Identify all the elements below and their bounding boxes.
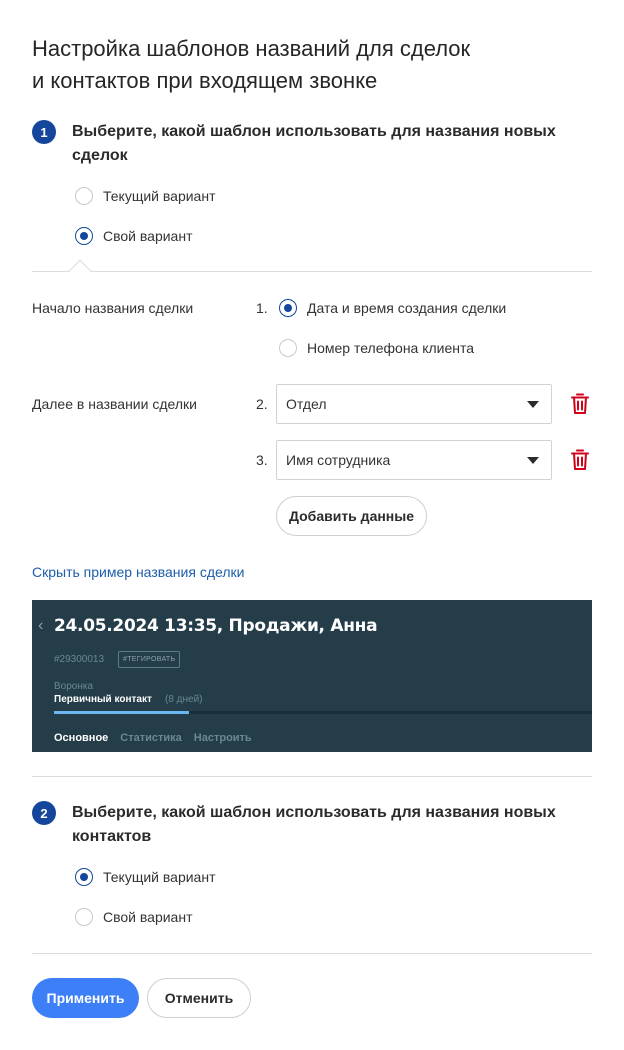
- select-value: Отдел: [286, 396, 327, 412]
- preview-stage-progress: [54, 711, 592, 714]
- radio-button-checked[interactable]: [279, 299, 297, 317]
- section-divider: [32, 776, 592, 777]
- preview-stage-days: (8 дней): [165, 694, 203, 705]
- preview-tabs: [54, 732, 252, 744]
- contact-template-current-option[interactable]: [75, 868, 216, 886]
- trash-icon[interactable]: [570, 449, 590, 471]
- page-title-line-1: Настройка шаблонов названий для сделок: [32, 36, 471, 61]
- select-value: Имя сотрудника: [286, 452, 391, 468]
- row-index-3: 3.: [256, 452, 268, 468]
- preview-deal-id: #29300013: [54, 654, 105, 665]
- radio-label: Свой вариант: [103, 228, 193, 244]
- preview-tab-stats: Статистика: [120, 732, 182, 744]
- employee-name-select[interactable]: [276, 440, 552, 480]
- cancel-button[interactable]: Отменить: [147, 978, 251, 1018]
- contact-template-custom-option[interactable]: [75, 908, 193, 926]
- preview-deal-title: 24.05.2024 13:35, Продажи, Анна: [54, 616, 378, 636]
- step-1-title: Выберите, какой шаблон использовать для названия новых сделок: [72, 123, 556, 164]
- preview-pipeline-label: Воронка: [54, 681, 94, 692]
- row-index-1: 1.: [256, 300, 268, 316]
- deal-template-custom-option[interactable]: [75, 227, 193, 245]
- apply-button[interactable]: Применить: [32, 978, 139, 1018]
- add-data-button[interactable]: Добавить данные: [276, 496, 427, 536]
- back-chevron-icon: ‹: [38, 617, 44, 634]
- caret-down-icon: [527, 401, 539, 408]
- step-2-badge: 2: [32, 801, 56, 825]
- progress-fill: [54, 711, 189, 714]
- hide-example-link[interactable]: Скрыть пример названия сделки: [32, 564, 245, 580]
- trash-icon[interactable]: [570, 393, 590, 415]
- step-2-title: Выберите, какой шаблон использовать для названия новых контактов: [72, 804, 556, 845]
- preview-stage: Первичный контакт: [54, 694, 152, 705]
- deal-name-start-label: Начало названия сделки: [32, 300, 194, 316]
- deal-name-next-label: Далее в названии сделки: [32, 396, 197, 412]
- radio-button[interactable]: [279, 339, 297, 357]
- radio-button[interactable]: [75, 908, 93, 926]
- page-title-line-2: и контактов при входящем звонке: [32, 68, 378, 93]
- radio-label: Свой вариант: [103, 909, 193, 925]
- department-select[interactable]: [276, 384, 552, 424]
- page-title: [32, 33, 592, 97]
- caret-down-icon: [527, 457, 539, 464]
- deal-name-preview: [32, 600, 592, 752]
- radio-label: Дата и время создания сделки: [307, 300, 507, 316]
- radio-label: Текущий вариант: [103, 869, 216, 885]
- preview-tag-badge: #ТЕГИРОВАТЬ: [118, 651, 180, 668]
- deal-template-current-option[interactable]: [75, 187, 216, 205]
- start-option-phone[interactable]: [279, 339, 474, 357]
- radio-label: Текущий вариант: [103, 188, 216, 204]
- radio-label: Номер телефона клиента: [307, 340, 475, 356]
- step-1-badge: 1: [32, 120, 56, 144]
- row-index-2: 2.: [256, 396, 268, 412]
- preview-tab-settings: Настроить: [193, 732, 252, 744]
- divider-pointer: [69, 260, 92, 283]
- start-option-datetime[interactable]: [279, 299, 506, 317]
- radio-button-checked[interactable]: [75, 227, 93, 245]
- section-divider: [32, 953, 592, 954]
- radio-button[interactable]: [75, 187, 93, 205]
- section-divider: [32, 271, 592, 272]
- radio-button-checked[interactable]: [75, 868, 93, 886]
- preview-tab-main: Основное: [54, 732, 109, 744]
